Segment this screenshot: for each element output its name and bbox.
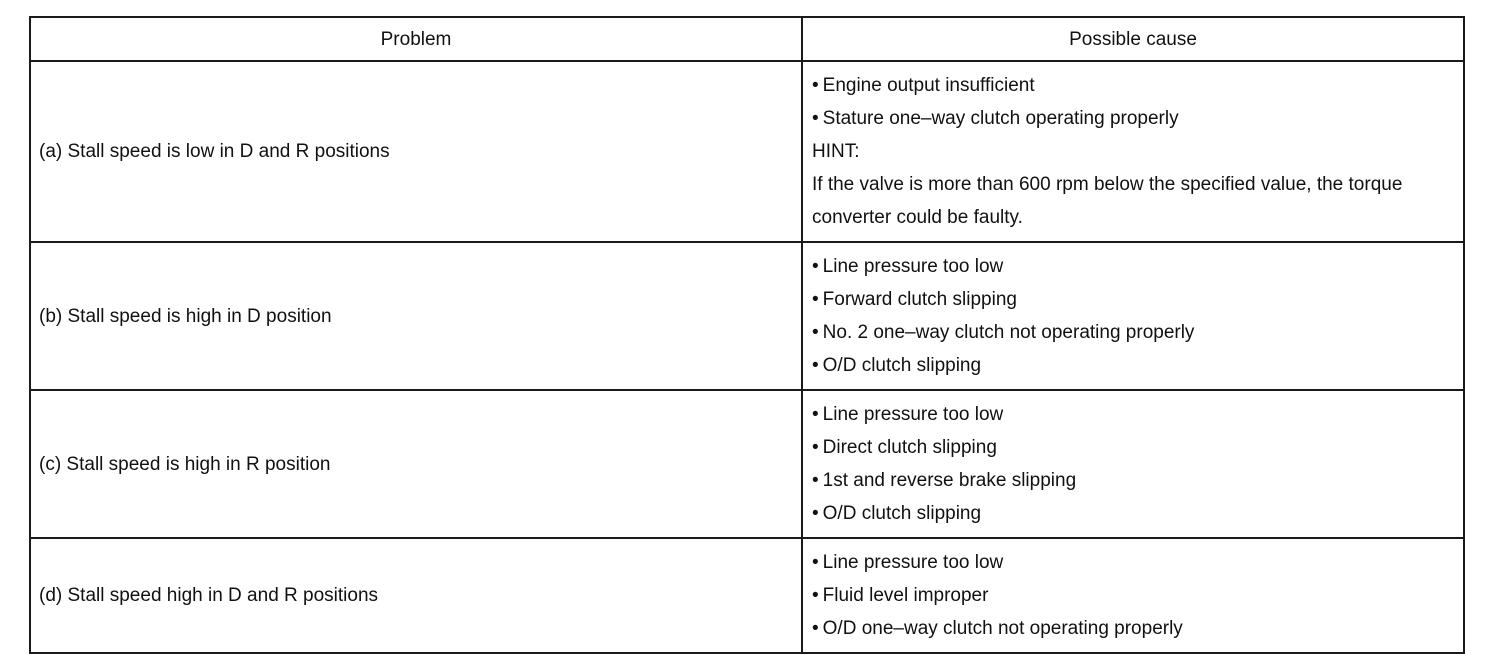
possible-cause-cell xyxy=(802,538,1464,653)
bullet-icon: • xyxy=(812,503,819,524)
bullet-icon: • xyxy=(812,437,819,458)
column-header-possible-cause: Possible cause xyxy=(802,17,1464,61)
bullet-icon: • xyxy=(812,355,819,376)
table-row xyxy=(30,242,1464,390)
cause-item: • Direct clutch slipping xyxy=(812,437,997,458)
possible-cause-cell xyxy=(802,61,1464,242)
cause-item: • 1st and reverse brake slipping xyxy=(812,470,1077,491)
cause-item: • O/D one–way clutch not operating properly xyxy=(812,618,1183,639)
bullet-icon: • xyxy=(812,404,819,425)
problem-cell: (c) Stall speed is high in R position xyxy=(30,390,802,538)
cause-item: • Line pressure too low xyxy=(812,256,1004,277)
cause-item: • No. 2 one–way clutch not operating properly xyxy=(812,322,1195,343)
cause-item: • Line pressure too low xyxy=(812,404,1004,425)
table-row xyxy=(30,538,1464,653)
cause-item: • Fluid level improper xyxy=(812,585,989,606)
bullet-icon: • xyxy=(812,552,819,573)
problem-cell: (a) Stall speed is low in D and R positions xyxy=(30,61,802,242)
possible-cause-cell xyxy=(802,390,1464,538)
table-row xyxy=(30,61,1464,242)
stall-test-table xyxy=(29,16,1465,654)
bullet-icon: • xyxy=(812,470,819,491)
bullet-icon: • xyxy=(812,618,819,639)
cause-item: • Line pressure too low xyxy=(812,552,1004,573)
column-header-problem: Problem xyxy=(30,17,802,61)
table-row xyxy=(30,390,1464,538)
bullet-icon: • xyxy=(812,256,819,277)
cause-item: • Engine output insufficient xyxy=(812,75,1035,96)
bullet-icon: • xyxy=(812,585,819,606)
table-header-row xyxy=(30,17,1464,61)
bullet-icon: • xyxy=(812,289,819,310)
cause-item: • O/D clutch slipping xyxy=(812,355,982,376)
cause-item: • O/D clutch slipping xyxy=(812,503,982,524)
hint-text: If the valve is more than 600 rpm below the specified value, the torque converter could be faulty. xyxy=(812,174,1403,228)
cause-item: • Forward clutch slipping xyxy=(812,289,1017,310)
bullet-icon: • xyxy=(812,322,819,343)
problem-cell: (b) Stall speed is high in D position xyxy=(30,242,802,390)
problem-cell: (d) Stall speed high in D and R positions xyxy=(30,538,802,653)
hint-label: HINT: xyxy=(812,141,860,162)
bullet-icon: • xyxy=(812,108,819,129)
cause-item: • Stature one–way clutch operating properly xyxy=(812,108,1179,129)
possible-cause-cell xyxy=(802,242,1464,390)
stall-test-table-container xyxy=(29,16,1463,654)
bullet-icon: • xyxy=(812,75,819,96)
